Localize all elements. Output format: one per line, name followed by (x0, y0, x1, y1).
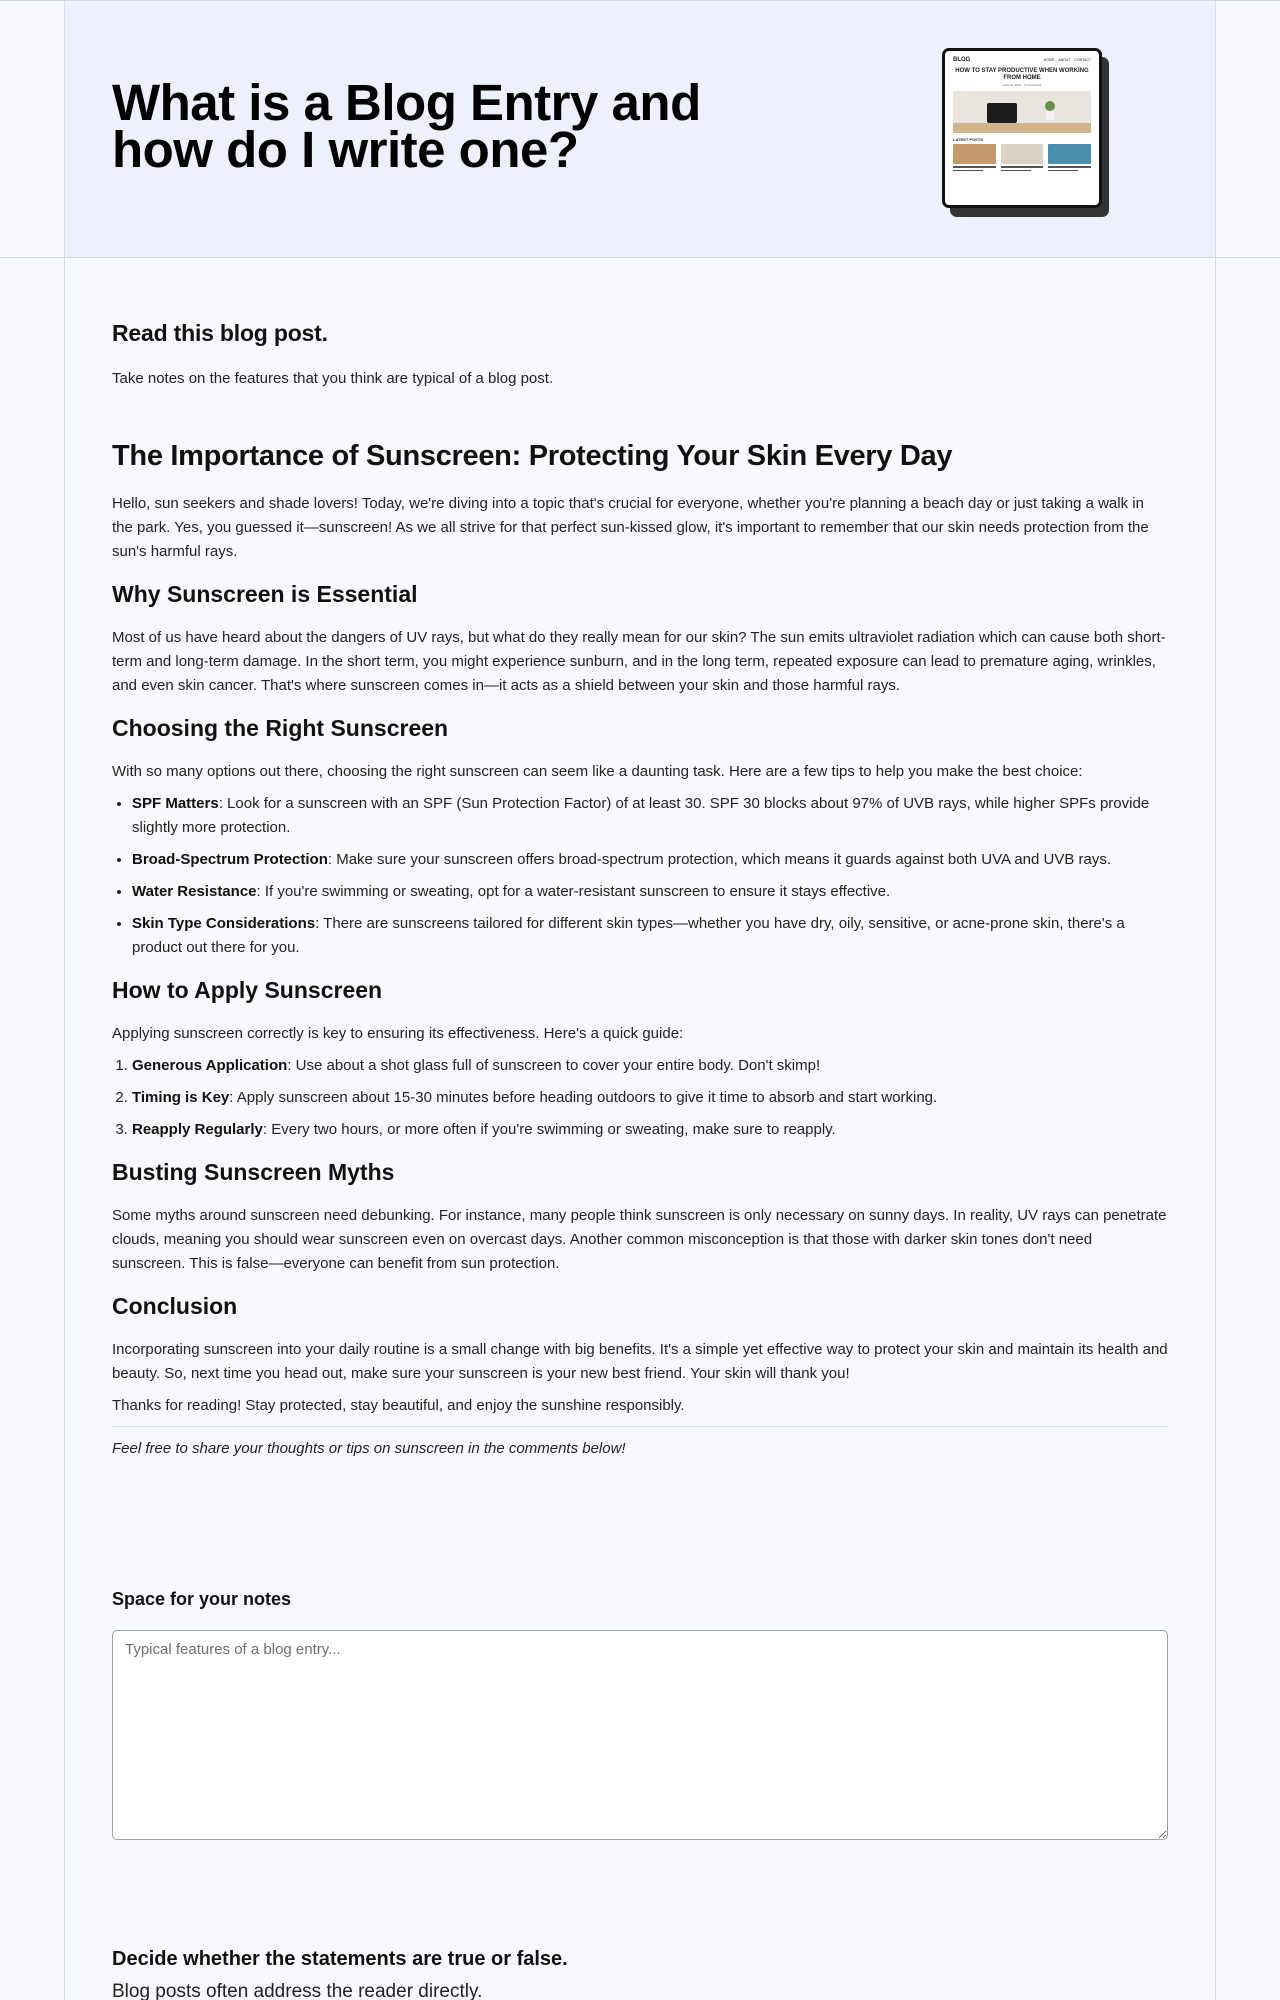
text-line (953, 166, 996, 168)
list-item-text: : Every two hours, or more often if you're swimming or sweating, make sure to reapply. (262, 1121, 836, 1138)
text-line (1001, 166, 1044, 168)
text-line (1048, 166, 1091, 168)
section-heading: Why Sunscreen is Essential (112, 581, 418, 607)
thumbnail-link: ABOUT (1058, 58, 1071, 62)
yoga-image (1001, 144, 1044, 164)
section-paragraph: Most of us have heard about the dangers of UV rays, but what do they really mean for our skin? The sun emits ultraviolet radiation which can cause both short-term and long-term damage. In the short term, you might experience sunburn, and in the long term, repeated exposure can lead to premature aging, wrinkles, and even skin cancer. That's where sunscreen comes in—it acts as a shield between your skin and those harmful rays. (112, 629, 1166, 694)
list-item-text: : There are sunscreens tailored for different skin types—whether you have dry, oily, sensitive, or acne-prone skin, there's a product out there for you. (132, 915, 1125, 956)
notes-label: Space for your notes (112, 1589, 292, 1609)
thumbnail-link: HOME (1043, 58, 1055, 62)
list-item-label: Generous Application (132, 1057, 288, 1074)
divider (112, 1426, 1168, 1427)
list-item-text: : Look for a sunscreen with an SPF (Sun Protection Factor) of at least 30. SPF 30 blocks about 97% of UVB rays, while higher SPFs provide slightly more protection. (132, 795, 1150, 836)
article-intro: Hello, sun seekers and shade lovers! Today, we're diving into a topic that's crucial for everyone, whether you're planning a beach day or just taking a walk in the park. Yes, you guessed it—sunscreen! As we all strive for that perfect sun-kissed glow, it's important to remember that our skin needs protection from the sun's harmful rays. (112, 495, 1149, 560)
intro-instruction: Take notes on the features that you think are typical of a blog post. (112, 370, 554, 387)
section-paragraph: Some myths around sunscreen need debunking. For instance, many people think sunscreen is only necessary on sunny days. In reality, UV rays can penetrate clouds, meaning you should wear sunscreen even on overcast days. Another common misconception is that those with darker skin tones don't need sunscreen. This is false—everyone can benefit from sun protection. (112, 1207, 1167, 1272)
page-title: What is a Blog Entry and how do I write one? (112, 74, 701, 178)
section-heading: Busting Sunscreen Myths (112, 1159, 395, 1185)
section-heading: Conclusion (112, 1293, 238, 1319)
food-image (953, 144, 996, 164)
section-heading: Choosing the Right Sunscreen (112, 715, 449, 741)
list-item-label: SPF Matters (132, 795, 219, 812)
quiz-statement: Blog posts often address the reader directly. (112, 1981, 483, 2000)
laptop-icon (987, 103, 1017, 123)
list-item-text: : Apply sunscreen about 15-30 minutes before heading outdoors to give it time to absorb and start working. (229, 1089, 938, 1106)
notes-textarea[interactable] (112, 1630, 1168, 1840)
thumbnail-latest-posts (953, 144, 1091, 171)
thumbnail-card (953, 144, 996, 171)
thumbnail-post-date: April 24, 2024 · 5 Comments (1002, 83, 1042, 87)
list-item-text: : If you're swimming or sweating, opt for a water-resistant sunscreen to ensure it stays effective. (256, 883, 891, 900)
list-item-text: : Use about a shot glass full of sunscreen to cover your entire body. Don't skimp! (287, 1057, 821, 1074)
list-item (132, 792, 1168, 840)
tips-list (112, 792, 1168, 960)
thanks-paragraph: Thanks for reading! Stay protected, stay beautiful, and enjoy the sunshine responsibly. (112, 1397, 685, 1414)
list-item-label: Timing is Key (132, 1089, 230, 1106)
text-line (1001, 170, 1031, 172)
list-item (132, 912, 1168, 960)
coast-image (1048, 144, 1091, 164)
blog-thumbnail-illustration (942, 48, 1102, 208)
desk-shape (953, 123, 1091, 133)
list-item-label: Water Resistance (132, 883, 257, 900)
text-line (1048, 170, 1078, 172)
closing-note: Feel free to share your thoughts or tips on sunscreen in the comments below! (112, 1440, 626, 1457)
thumbnail-post-title: HOW TO STAY PRODUCTIVE WHEN WORKING FROM HOME (955, 68, 1089, 81)
list-item (132, 1054, 1168, 1078)
thumbnail-links (1044, 58, 1091, 62)
section-heading: How to Apply Sunscreen (112, 977, 383, 1003)
thumbnail-link: CONTACT (1074, 58, 1091, 62)
list-item (132, 1086, 1168, 1110)
list-item-label: Reapply Regularly (132, 1121, 263, 1138)
plant-icon (1045, 101, 1055, 111)
text-line (953, 170, 983, 172)
pot-shape (1046, 111, 1054, 120)
section-paragraph: With so many options out there, choosing the right sunscreen can seem like a daunting task. Here are a few tips to help you make the best choice: (112, 763, 1083, 780)
section-paragraph: Applying sunscreen correctly is key to ensuring its effectiveness. Here's a quick guide: (112, 1025, 684, 1042)
intro-heading: Read this blog post. (112, 320, 328, 346)
thumbnail-nav (953, 57, 1091, 63)
thumbnail-card (1048, 144, 1091, 171)
steps-list (112, 1054, 1168, 1142)
thumbnail-logo: BLOG (953, 57, 971, 63)
list-item (132, 880, 1168, 904)
list-item (132, 1118, 1168, 1142)
quiz-heading: Decide whether the statements are true or false. (112, 1948, 568, 1970)
thumbnail-card (1001, 144, 1044, 171)
frame-line-right (1215, 0, 1216, 2000)
list-item (132, 848, 1168, 872)
list-item-label: Broad-Spectrum Protection (132, 851, 328, 868)
list-item-label: Skin Type Considerations (132, 915, 316, 932)
thumbnail-latest-label: LATEST POSTS (953, 137, 983, 142)
article-title: The Importance of Sunscreen: Protecting Your Skin Every Day (112, 440, 953, 472)
list-item-text: : Make sure your sunscreen offers broad-spectrum protection, which means it guards against both UVA and UVB rays. (327, 851, 1112, 868)
blog-article (112, 438, 1168, 1461)
frame-line-left (64, 0, 65, 2000)
section-paragraph: Incorporating sunscreen into your daily routine is a small change with big benefits. It's a simple yet effective way to protect your skin and maintain its health and beauty. So, next time you head out, make sure your sunscreen is your new best friend. Your skin will thank you! (112, 1341, 1168, 1382)
thumbnail-hero-image (953, 91, 1091, 133)
